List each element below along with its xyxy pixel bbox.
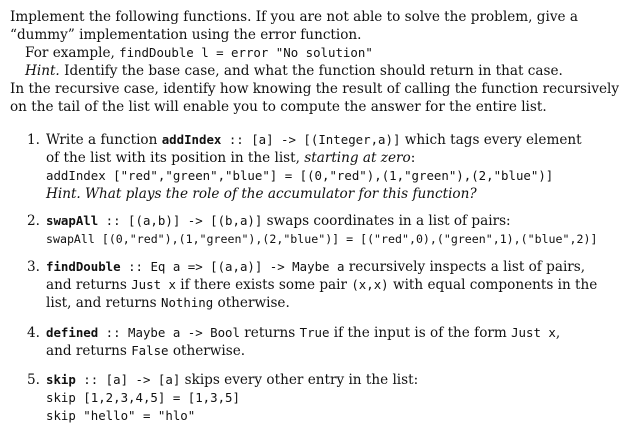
intro-hint-line <box>25 62 563 80</box>
item-4-signature: :: Maybe a -> Bool <box>98 325 240 340</box>
item-1-signature: :: [a] -> [(Integer,a)] <box>221 132 401 147</box>
item-3-text-4: list, and returns <box>46 295 161 311</box>
item-1-text-2: which tags every element <box>400 132 582 148</box>
item-1-example: addIndex ["red","green","blue"] = [(0,"red"),(1,"green"),(2,"blue")] <box>46 168 554 183</box>
item-5-signature: :: [a] -> [a] <box>75 372 181 387</box>
item-4-code-just: Just x <box>511 325 556 340</box>
item-3-number: 3. <box>27 259 40 275</box>
item-3-line-3 <box>46 294 290 312</box>
item-4-code-false: False <box>131 343 169 358</box>
item-5-example-2: skip "hello" = "hlo" <box>46 408 196 423</box>
item-3-function-name: findDouble <box>46 259 121 274</box>
item-2-example: swapAll [(0,"red"),(1,"green"),(2,"blue")] = [("red",0),("green",1),("blue",2)] <box>46 232 598 246</box>
intro-hint-label: Hint. <box>25 63 60 79</box>
intro-example-code: findDouble l = error "No solution" <box>119 45 373 60</box>
item-3-code-nothing: Nothing <box>160 295 214 310</box>
item-4-text: returns <box>239 325 300 341</box>
item-3-text: and returns <box>46 277 132 293</box>
item-2-description: swaps coordinates in a list of pairs: <box>262 213 511 229</box>
intro-line-6: on the tail of the list will enable you to compute the answer for the entire list. <box>10 99 547 115</box>
item-4-text-2: if the input is of the form <box>329 325 512 341</box>
item-4-number: 4. <box>27 325 40 341</box>
item-4-text-5: otherwise. <box>168 343 246 359</box>
item-5-number: 5. <box>27 372 40 388</box>
item-3-line-1 <box>46 258 585 276</box>
item-3-text-3: with equal components in the <box>388 277 598 293</box>
item-3-code-just: Just x <box>131 277 176 292</box>
intro-line-2: “dummy” implementation using the error function. <box>10 27 362 43</box>
item-2-number: 2. <box>27 213 40 229</box>
item-1-text-3: of the list with its position in the list, <box>46 150 305 166</box>
intro-line-5: In the recursive case, identify how knowing the result of calling the function recursively <box>10 81 620 97</box>
item-3-code-pair: (x,x) <box>351 277 389 292</box>
item-4-function-name: defined <box>46 325 99 340</box>
item-3-text-2: if there exists some pair <box>175 277 352 293</box>
item-4-line-2 <box>46 342 245 360</box>
item-2-function-name: swapAll <box>46 213 99 228</box>
item-1-text-4: : <box>410 150 416 166</box>
intro-line-1: Implement the following functions. If you are not able to solve the problem, give a <box>10 9 578 25</box>
item-1-number: 1. <box>27 132 40 148</box>
item-1-emphasis: starting at zero <box>304 150 411 166</box>
item-4-text-3: , <box>555 325 561 341</box>
item-5-example-1: skip [1,2,3,4,5] = [1,3,5] <box>46 390 240 405</box>
item-3-text-5: otherwise. <box>213 295 290 311</box>
item-5-description: skips every other entry in the list: <box>180 372 419 388</box>
item-3-signature: :: Eq a => [(a,a)] -> Maybe a <box>120 259 345 274</box>
item-4-text-4: and returns <box>46 343 132 359</box>
item-1-line-1 <box>46 131 582 149</box>
item-5-function-name: skip <box>46 372 76 387</box>
item-3-line-2 <box>46 276 597 294</box>
intro-hint-text: Identify the base case, and what the function should return in that case. <box>59 63 563 79</box>
item-4-code-true: True <box>299 325 330 340</box>
item-2-signature: :: [(a,b)] -> [(b,a)] <box>98 213 263 228</box>
item-1-hint: Hint. What plays the role of the accumulator for this function? <box>46 186 477 202</box>
intro-example-lead: For example, <box>25 45 120 61</box>
intro-example-line <box>25 44 373 62</box>
item-1-function-name: addIndex <box>161 132 222 147</box>
item-2-line-1 <box>46 212 511 230</box>
item-1-line-2 <box>46 149 415 167</box>
item-3-description: recursively inspects a list of pairs, <box>344 259 586 275</box>
item-5-line-1 <box>46 371 418 389</box>
item-1-text: Write a function <box>46 132 162 148</box>
item-4-line-1 <box>46 324 560 342</box>
